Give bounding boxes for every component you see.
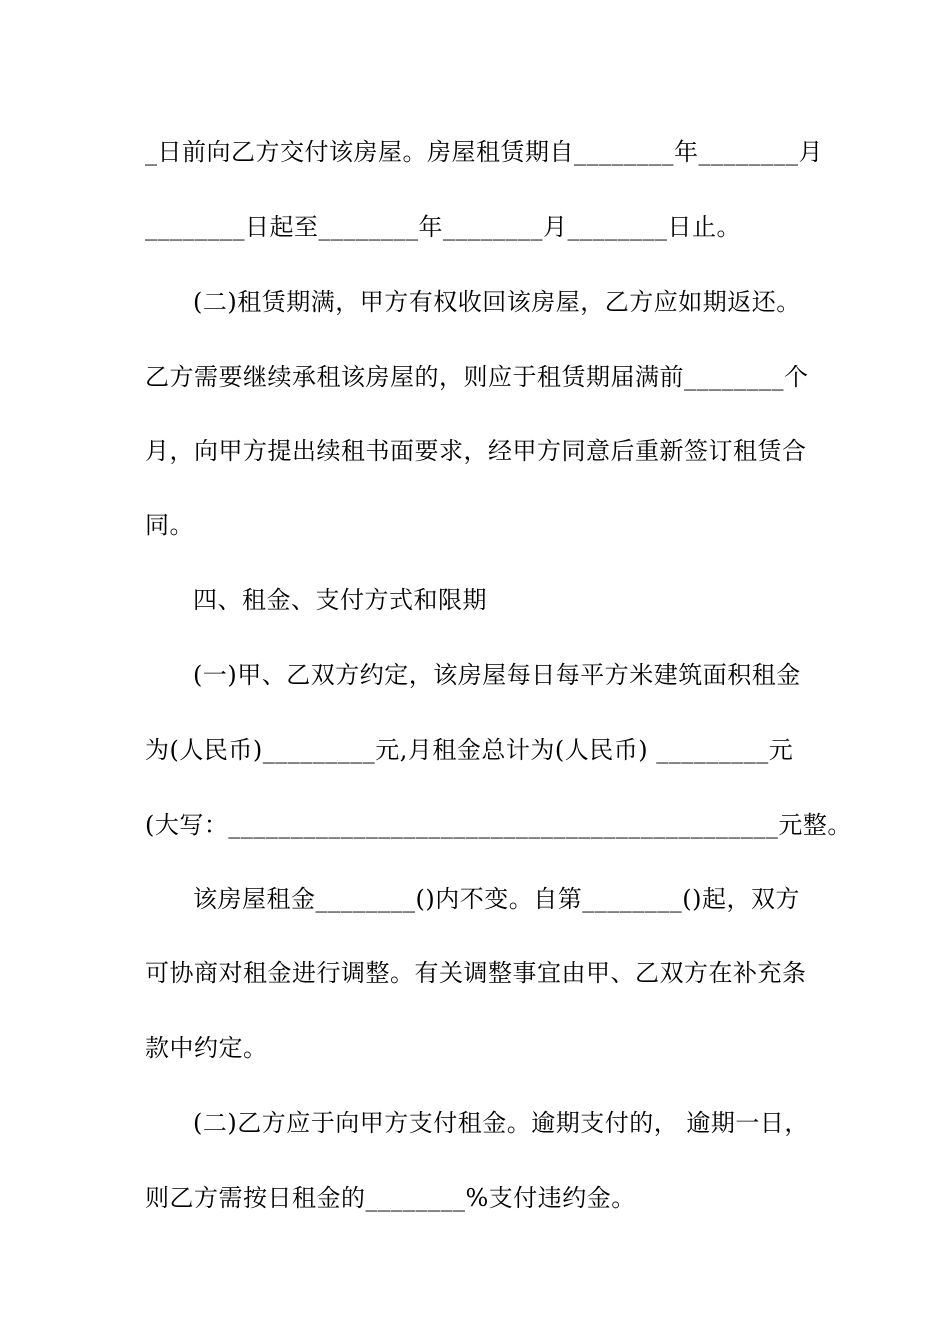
paragraph-line: (大写：____________________________________________元整。 [145, 811, 852, 839]
paragraph-line: (二)乙方应于向甲方支付租金。逾期支付的， 逾期一日， [193, 1109, 809, 1137]
paragraph-line: 则乙方需按日租金的________%支付违约金。 [145, 1184, 636, 1212]
paragraph-line: (一)甲、乙双方约定，该房屋每日每平方米建筑面积租金 [193, 661, 801, 689]
paragraph-line: 款中约定。 [145, 1034, 268, 1062]
paragraph-line: 月，向甲方提出续租书面要求，经甲方同意后重新签订租赁合 [145, 437, 807, 465]
section-heading: 四、租金、支付方式和限期 [193, 586, 487, 614]
paragraph-line: ________日起至________年________月________日止。 [145, 213, 741, 241]
paragraph-line: 可协商对租金进行调整。有关调整事宜由甲、乙双方在补充条 [145, 959, 807, 987]
paragraph-line: (二)租赁期满，甲方有权收回该房屋，乙方应如期返还。 [193, 288, 801, 316]
paragraph-line: 为(人民币)_________元,月租金总计为(人民币) _________元 [145, 736, 794, 764]
paragraph-line: 乙方需要继续承租该房屋的，则应于租赁期届满前________个 [145, 363, 809, 391]
paragraph-line: _日前向乙方交付该房屋。房屋租赁期自________年________月 [145, 138, 823, 166]
paragraph-line: 该房屋租金________()内不变。自第________()起，双方 [193, 885, 800, 913]
paragraph-line: 同。 [145, 511, 194, 539]
